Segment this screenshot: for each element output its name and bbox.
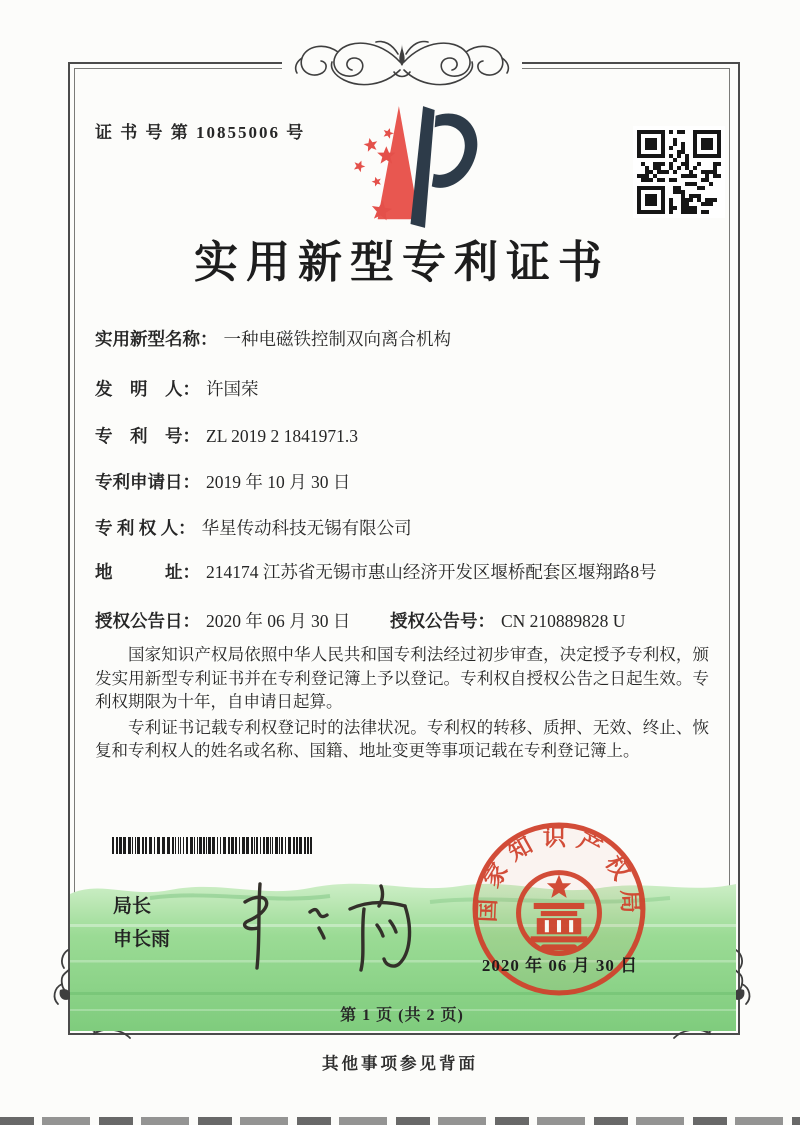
field-patent-number [95, 425, 720, 448]
field-value: 一种电磁铁控制双向离合机构 [223, 329, 451, 349]
field-filing-date [95, 471, 720, 494]
page-number: 第 1 页 (共 2 页) [340, 1007, 464, 1024]
field-grant-date [95, 610, 350, 633]
field-utility-model-name [95, 328, 720, 351]
field-value: 2019 年 10 月 30 日 [206, 472, 351, 492]
signer-title: 局长 [113, 896, 152, 917]
field-grant-row [95, 610, 720, 633]
field-label: 授权公告号： [390, 611, 495, 631]
back-side-note: 其他事项参见背面 [322, 1054, 478, 1073]
scan-edge-artifact [0, 1117, 800, 1125]
field-patentee [95, 517, 720, 540]
qr-code [633, 126, 725, 218]
field-label: 发 明 人： [95, 379, 200, 399]
certificate-title: 实用新型专利证书 [194, 238, 610, 287]
legal-text [95, 643, 709, 765]
field-inventor [95, 378, 720, 401]
seal-date: 2020 年 06 月 30 日 [481, 956, 639, 975]
signer-name: 申长雨 [113, 929, 171, 950]
field-grant-number [390, 610, 625, 633]
top-scroll-ornament-icon [272, 32, 532, 96]
field-label: 专 利 号： [95, 426, 200, 446]
field-value: ZL 2019 2 1841971.3 [206, 426, 358, 446]
field-address [95, 561, 720, 584]
field-value: 华星传动科技无锡有限公司 [201, 518, 412, 538]
field-value: 许国荣 [206, 379, 259, 399]
field-value: CN 210889828 U [501, 611, 626, 631]
field-label: 地 址： [95, 562, 200, 582]
field-value: 2020 年 06 月 30 日 [206, 611, 351, 631]
director-signature-handwriting [232, 878, 442, 973]
field-label: 专 利 权 人： [95, 518, 196, 538]
legal-paragraph-2: 专利证书记载专利权登记时的法律状况。专利权的转移、质押、无效、终止、恢复和专利权人的姓名或名称、国籍、地址变更等事项记载在专利登记簿上。 [95, 717, 709, 760]
cnipa-logo-icon [338, 100, 483, 235]
barcode [112, 837, 314, 854]
field-value: 214174 江苏省无锡市惠山经济开发区堰桥配套区堰翔路8号 [206, 562, 657, 582]
field-label: 授权公告日： [95, 611, 200, 631]
legal-paragraph-1: 国家知识产权局依照中华人民共和国专利法经过初步审查，决定授予专利权，颁发实用新型专利证书并在专利登记簿上予以登记。专利权自授权公告之日起生效。专利权期限为十年，自申请日起算。 [95, 645, 709, 711]
field-label: 专利申请日： [95, 472, 200, 492]
seal-ring-text: 国家知识产权局 [474, 825, 644, 923]
field-label: 实用新型名称： [95, 329, 218, 349]
certificate-number: 证 书 号 第 10855006 号 [95, 123, 306, 142]
